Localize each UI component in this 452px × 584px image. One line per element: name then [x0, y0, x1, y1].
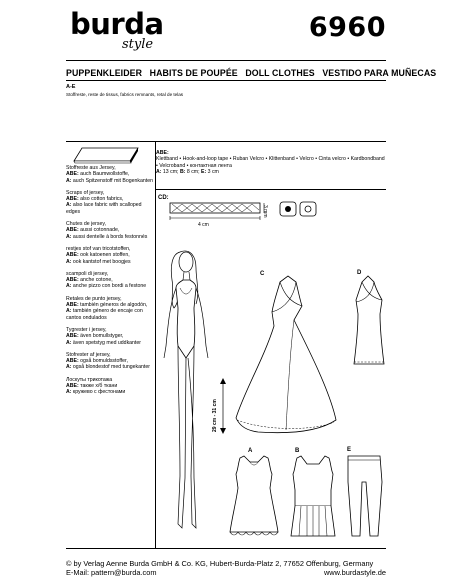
notions-block	[156, 150, 386, 175]
fabric-variant-line: ABE: aussi cotonnade,	[66, 227, 120, 234]
doll-height-label: 29 cm - 31 cm	[212, 399, 218, 432]
title-es: VESTIDO PARA MUÑECAS	[322, 68, 437, 78]
view-b-dress	[283, 452, 343, 542]
velcro-strip-diagram	[160, 200, 380, 240]
fabric-line: Лоскуты трикотажа	[66, 376, 113, 383]
title-rule	[66, 80, 386, 81]
fabric-variant-line: ABE: также х/б ткани	[66, 383, 118, 390]
height-label: 3 mm	[262, 205, 268, 218]
fabric-bolt-icon	[72, 145, 142, 165]
column-divider	[155, 141, 156, 548]
contact-email[interactable]: E-Mail: pattern@burda.com	[66, 568, 157, 578]
notions-rule	[155, 189, 386, 190]
pattern-number: 6960	[308, 12, 386, 43]
fabric-block	[66, 246, 154, 265]
fabric-variant-line: A: кружево с фестонами	[66, 389, 126, 396]
fabric-variant-line: A: auch Spitzenstoff mit Bogenkanten	[66, 177, 153, 184]
fabric-block	[66, 271, 154, 290]
fabric-variant-line: ABE: ook katoenen stoffen,	[66, 252, 130, 259]
footer-rule	[66, 548, 386, 549]
fabric-block	[66, 296, 154, 321]
section-rule	[66, 141, 386, 142]
view-e-leggings	[338, 452, 398, 542]
fabric-variant-line: A: anche pizzo con bordi a festone	[66, 283, 147, 290]
cd-label: CD:	[158, 195, 169, 201]
fabric-line: Scraps of jersey,	[66, 189, 105, 196]
fabric-variant-line: ABE: også bomuldsstoffer,	[66, 358, 128, 365]
view-c-gown	[228, 272, 348, 442]
notions-sizes: A: 13 cm; B: 8 cm; E: 3 cm	[156, 168, 219, 175]
brand-sub: style	[122, 37, 154, 52]
fabric-variant-line: ABE: también géneros de algodón,	[66, 302, 148, 309]
title-en: DOLL CLOTHES	[245, 68, 315, 78]
title-fr: HABITS DE POUPÉE	[149, 68, 238, 78]
view-label-c: C	[260, 271, 265, 277]
fabric-line: restjes stof van tricotstoffen,	[66, 245, 131, 252]
notions-abe: ABE:	[156, 150, 169, 156]
fabric-variant-line: A: ook kantstof met boogjes	[66, 258, 131, 265]
view-label-d: D	[357, 270, 362, 276]
website-link[interactable]: www.burdastyle.de	[323, 568, 386, 578]
brand-name: burda	[70, 7, 164, 41]
fabric-block	[66, 327, 154, 346]
view-label-a: A	[248, 448, 253, 454]
fabric-block	[66, 377, 154, 396]
fabric-descriptions	[66, 165, 154, 402]
title-de: PUPPENKLEIDER	[66, 68, 143, 78]
fabric-variant-line: ABE: även bomullstyger,	[66, 333, 124, 340]
fabric-block	[66, 221, 154, 240]
pattern-titles	[66, 68, 441, 78]
fabric-variant-line: A: también género de encaje con cantos ondulados	[66, 308, 143, 321]
fabric-line: Stoffreste, reste de tissus, fabrics remnants, retal de telas	[66, 92, 184, 97]
views-label: A-E	[66, 84, 76, 90]
fabric-block	[66, 352, 154, 371]
header-rule	[66, 60, 386, 61]
fabric-variant-line: A: also lace fabric with scalloped edges	[66, 202, 142, 215]
view-label-b: B	[295, 448, 300, 454]
fabric-line: Stofrester af jersey,	[66, 351, 111, 358]
fabric-block	[66, 165, 154, 184]
fabric-variant-line: ABE: also cotton fabrics,	[66, 196, 124, 203]
fabric-line: Chutes de jersey,	[66, 221, 106, 228]
fabric-variant-line: ABE: anche cotone,	[66, 277, 113, 284]
fabric-line: scampoli di jersey,	[66, 270, 109, 277]
view-a-dress	[224, 452, 284, 542]
fabric-variant-line: A: også blondestof med tungekanter	[66, 364, 150, 371]
doll-height-arrow	[218, 378, 228, 434]
copyright-line: © by Verlag Aenne Burda GmbH & Co. KG, Hubert-Burda-Platz 2, 77652 Offenburg, Germany	[66, 559, 374, 568]
fabric-line: Tygrester i jersey,	[66, 326, 107, 333]
view-d-top	[340, 274, 400, 374]
fabric-block	[66, 190, 154, 215]
fabric-line: Stoffreste aus Jersey,	[66, 165, 116, 171]
burda-logo	[70, 7, 164, 57]
fabric-variant-line: A: aussi dentelle à bords festonnés	[66, 233, 148, 240]
width-label: 4 cm	[198, 222, 209, 228]
doll-figure	[158, 246, 218, 536]
footer	[66, 559, 386, 578]
fabric-variant-line: A: även spetstyg med uddkanter	[66, 339, 141, 346]
notions-text: Klettband • Hook-and-loop tape • Ruban Velcro • Klittenband • Velcro • Cinta velcro • Kardbondband • Velcroband • контактная лента	[156, 156, 385, 169]
fabric-line: Retales de punto jersey,	[66, 295, 122, 302]
view-label-e: E	[347, 447, 352, 453]
fabric-variant-line: ABE: auch Baumwollstoffe,	[66, 171, 130, 178]
